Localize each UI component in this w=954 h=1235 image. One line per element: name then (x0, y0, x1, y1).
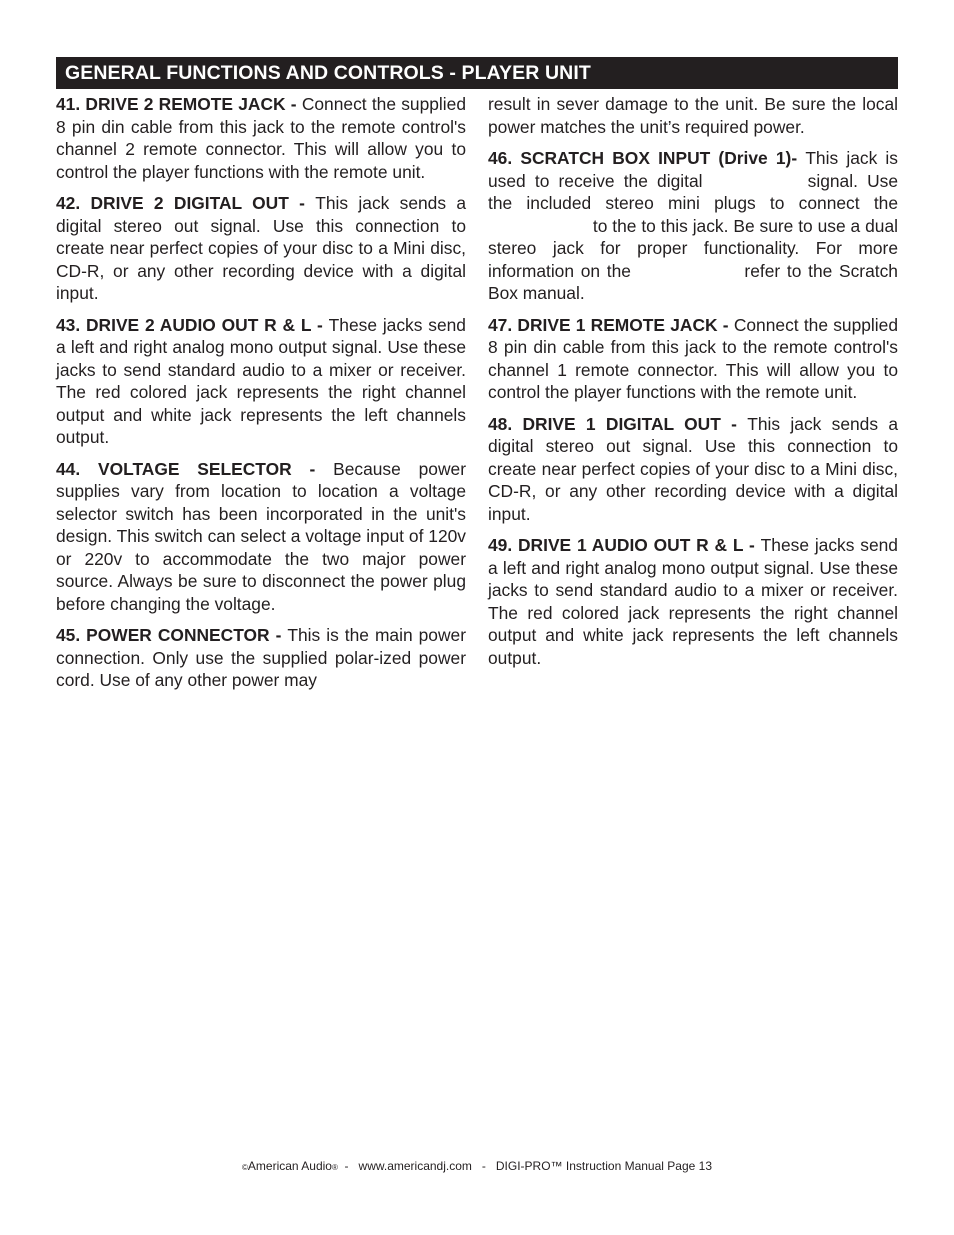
item-45-text: This is the main power connection. Only use the supplied polar-ized power cord. Use of any other power may (56, 625, 466, 690)
item-42-heading: 42. DRIVE 2 DIGITAL OUT - (56, 193, 316, 213)
item-49 (488, 534, 898, 669)
section-title: GENERAL FUNCTIONS AND CONTROLS - PLAYER UNIT (65, 61, 591, 84)
item-44-heading: 44. VOLTAGE SELECTOR - (56, 458, 334, 479)
item-48-text: This jack sends a digital stereo out signal. Use this connection to create near perfect copies of your disc to a Mini disc, CD-R, or any other recording device with a digital input. (488, 413, 899, 524)
item-44-text: Because power supplies vary from location to location a voltage selector switch has been incorporated in the unit's design. This switch can select a voltage input of 120v or 220v to accommodate the two major power source. Always be sure to disconnect the power plug before changing the voltage. (56, 458, 466, 614)
item-49-heading: 49. DRIVE 1 AUDIO OUT R & L - (488, 535, 761, 555)
item-44 (56, 458, 466, 616)
item-45-heading: 45. POWER CONNECTOR - (56, 625, 288, 645)
registered-symbol: ® (331, 1163, 338, 1172)
item-41-text: Connect the supplied 8 pin din cable from this jack to the remote control's channel 2 remote connector. This will allow you to control the player functions with the remote unit. (56, 94, 466, 182)
item-46 (488, 147, 898, 305)
section-header-bar (56, 57, 898, 89)
item-47 (488, 314, 898, 404)
left-column (56, 93, 466, 701)
item-46-text-1: This jack is used to receive the digital (488, 148, 898, 191)
item-46-text-4: refer to the Scratch Box manual. (488, 260, 898, 303)
footer-brand: American Audio (247, 1159, 332, 1173)
item-41 (56, 93, 466, 183)
item-43-text: These jacks send a left and right analog mono output signal. Use these jacks to send standard audio to a mixer or receiver. The red colored jack represents the right channel output and white jack represents the left channels output. (56, 314, 466, 447)
item-46-text-3: to the to this jack. Be sure to use a dual stereo jack for proper functionality. For more information on the (488, 215, 898, 281)
item-46-heading: 46. SCRATCH BOX INPUT (Drive 1)- (488, 148, 806, 168)
item-45-continued-text: result in sever damage to the unit. Be sure the local power matches the unit’s required power. (488, 94, 898, 137)
item-42-text: This jack sends a digital stereo out signal. Use this connection to create near perfect copies of your disc to a Mini disc, CD-R, or any other recording device with a digital input. (56, 193, 467, 303)
item-47-text: Connect the supplied 8 pin din cable from this jack to the remote control's channel 1 remote connector. This will allow you to control the player functions with the remote unit. (488, 314, 898, 402)
item-45-continued (488, 93, 898, 138)
item-43 (56, 314, 466, 449)
right-column (488, 93, 898, 678)
item-49-text: These jacks send a left and right analog mono output signal. Use these jacks to send standard audio to a mixer or receiver. The red colored jack represents the right channel output and white jack represents the left channels output. (488, 535, 898, 668)
item-45 (56, 624, 466, 692)
footer-text: - www.americandj.com - DIGI-PRO™ Instruction Manual Page 13 (337, 1159, 712, 1173)
page-footer (0, 1159, 954, 1173)
item-43-heading: 43. DRIVE 2 AUDIO OUT R & L - (56, 314, 329, 335)
item-48-heading: 48. DRIVE 1 DIGITAL OUT - (488, 413, 748, 434)
item-42 (56, 192, 466, 305)
item-47-heading: 47. DRIVE 1 REMOTE JACK - (488, 314, 734, 335)
copyright-symbol: © (242, 1163, 248, 1172)
item-41-heading: 41. DRIVE 2 REMOTE JACK - (56, 94, 302, 114)
item-48 (488, 413, 898, 526)
item-46-text-2: signal. Use the included stereo mini plugs to connect the (488, 170, 899, 213)
